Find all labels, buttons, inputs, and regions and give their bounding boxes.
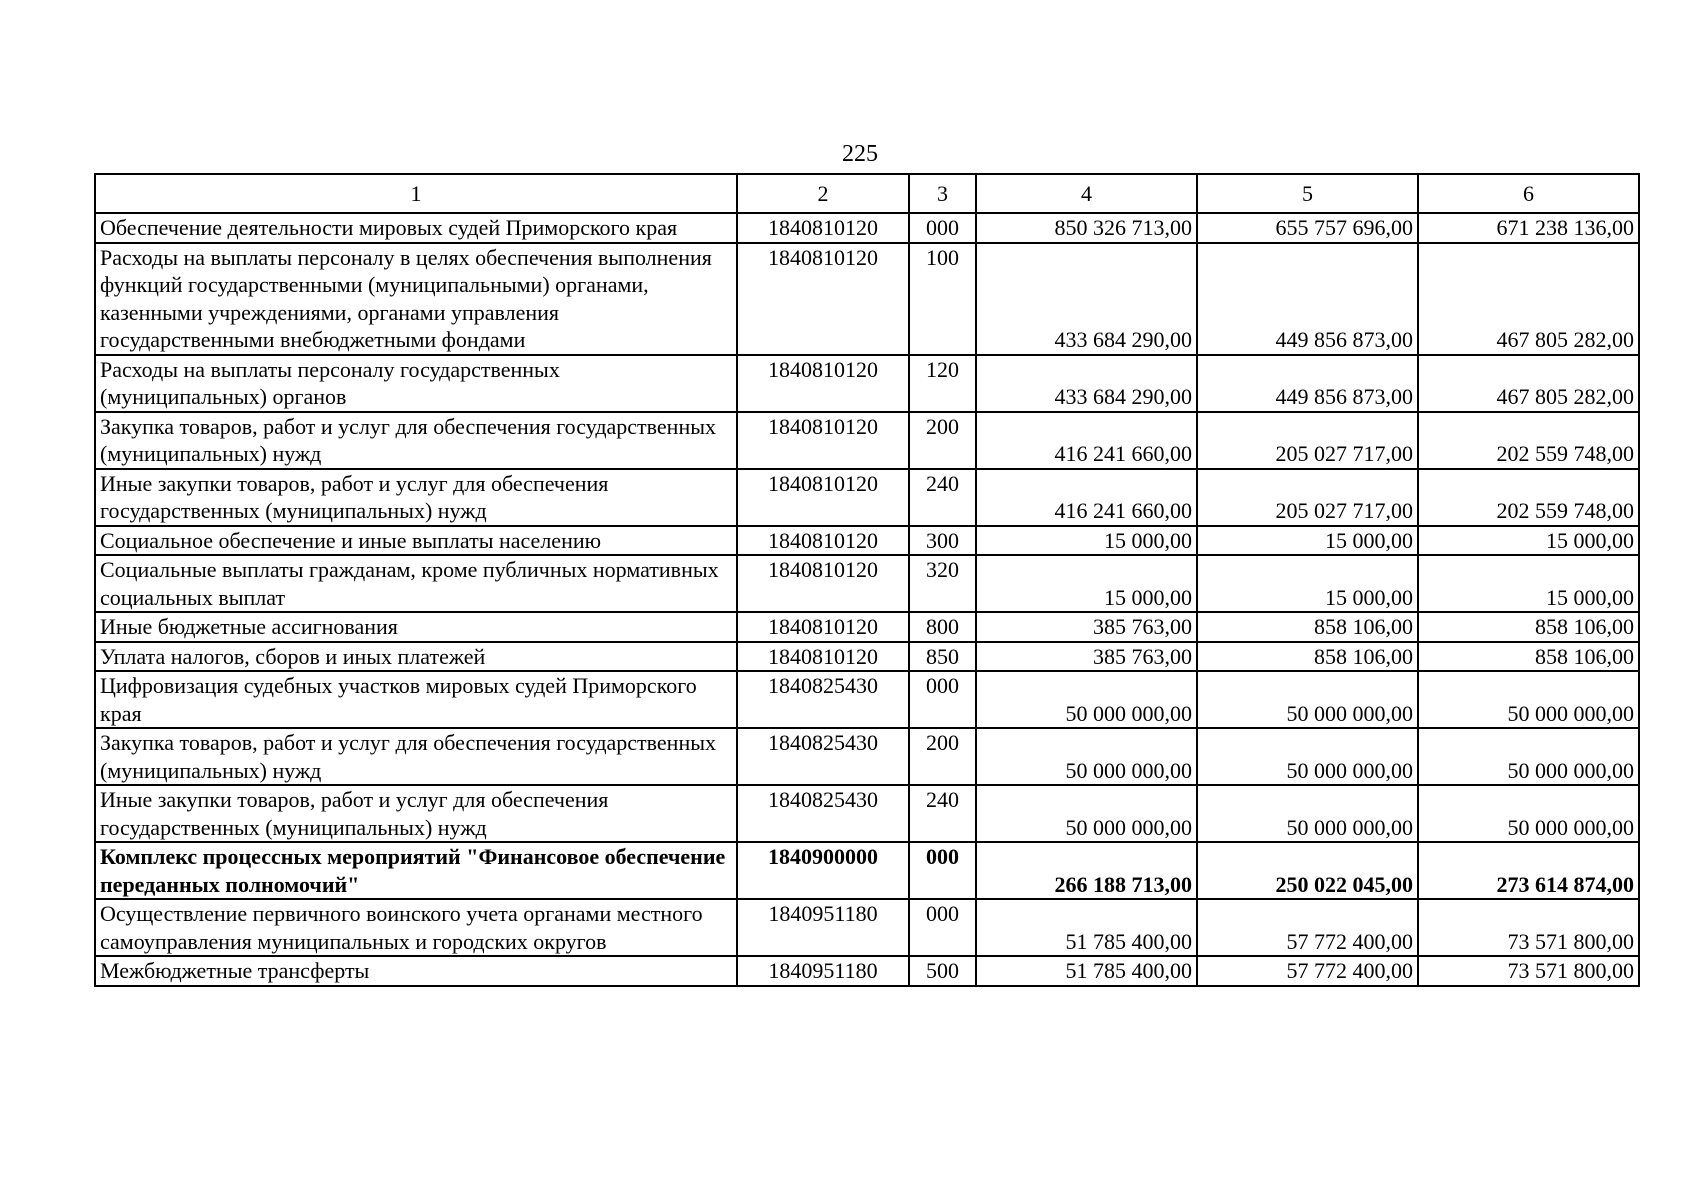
amount-year-2-cell: 15 000,00 <box>1197 555 1418 612</box>
amount-year-2-cell: 57 772 400,00 <box>1197 899 1418 956</box>
amount-year-2-cell: 205 027 717,00 <box>1197 412 1418 469</box>
row-name-cell: Иные закупки товаров, работ и услуг для обеспечения государственных (муниципальных) нужд <box>95 785 737 842</box>
amount-year-1-cell: 850 326 713,00 <box>976 213 1197 243</box>
amount-year-1-cell: 433 684 290,00 <box>976 355 1197 412</box>
expense-type-code-cell: 240 <box>909 469 976 526</box>
row-name-cell: Уплата налогов, сборов и иных платежей <box>95 642 737 672</box>
amount-year-3-cell: 73 571 800,00 <box>1418 899 1639 956</box>
amount-year-1-cell: 51 785 400,00 <box>976 956 1197 986</box>
amount-year-2-cell: 449 856 873,00 <box>1197 243 1418 355</box>
expense-type-code-cell: 000 <box>909 842 976 899</box>
target-article-code-cell: 1840951180 <box>737 899 909 956</box>
table-row <box>95 213 1639 243</box>
column-header-1: 1 <box>95 174 737 213</box>
target-article-code-cell: 1840900000 <box>737 842 909 899</box>
table-row <box>95 555 1639 612</box>
amount-year-2-cell: 655 757 696,00 <box>1197 213 1418 243</box>
expense-type-code-cell: 240 <box>909 785 976 842</box>
expense-type-code-cell: 800 <box>909 612 976 642</box>
expense-type-code-cell: 200 <box>909 412 976 469</box>
row-name-cell: Иные закупки товаров, работ и услуг для обеспечения государственных (муниципальных) нужд <box>95 469 737 526</box>
amount-year-3-cell: 50 000 000,00 <box>1418 728 1639 785</box>
expense-type-code-cell: 320 <box>909 555 976 612</box>
amount-year-2-cell: 50 000 000,00 <box>1197 671 1418 728</box>
table-row <box>95 412 1639 469</box>
amount-year-1-cell: 51 785 400,00 <box>976 899 1197 956</box>
table-row <box>95 785 1639 842</box>
table-row <box>95 469 1639 526</box>
amount-year-1-cell: 266 188 713,00 <box>976 842 1197 899</box>
expense-type-code-cell: 500 <box>909 956 976 986</box>
amount-year-1-cell: 50 000 000,00 <box>976 785 1197 842</box>
amount-year-2-cell: 15 000,00 <box>1197 526 1418 556</box>
target-article-code-cell: 1840810120 <box>737 213 909 243</box>
amount-year-2-cell: 858 106,00 <box>1197 612 1418 642</box>
amount-year-1-cell: 416 241 660,00 <box>976 469 1197 526</box>
amount-year-3-cell: 858 106,00 <box>1418 612 1639 642</box>
amount-year-1-cell: 50 000 000,00 <box>976 728 1197 785</box>
target-article-code-cell: 1840825430 <box>737 671 909 728</box>
column-header-2: 2 <box>737 174 909 213</box>
amount-year-2-cell: 449 856 873,00 <box>1197 355 1418 412</box>
amount-year-1-cell: 385 763,00 <box>976 642 1197 672</box>
row-name-cell: Закупка товаров, работ и услуг для обеспечения государственных (муниципальных) нужд <box>95 412 737 469</box>
target-article-code-cell: 1840825430 <box>737 728 909 785</box>
target-article-code-cell: 1840810120 <box>737 526 909 556</box>
table-row <box>95 526 1639 556</box>
amount-year-3-cell: 671 238 136,00 <box>1418 213 1639 243</box>
table-row <box>95 642 1639 672</box>
amount-year-1-cell: 15 000,00 <box>976 526 1197 556</box>
table-row <box>95 243 1639 355</box>
amount-year-2-cell: 858 106,00 <box>1197 642 1418 672</box>
target-article-code-cell: 1840810120 <box>737 555 909 612</box>
amount-year-3-cell: 467 805 282,00 <box>1418 355 1639 412</box>
amount-year-3-cell: 73 571 800,00 <box>1418 956 1639 986</box>
target-article-code-cell: 1840825430 <box>737 785 909 842</box>
amount-year-3-cell: 467 805 282,00 <box>1418 243 1639 355</box>
amount-year-2-cell: 50 000 000,00 <box>1197 785 1418 842</box>
amount-year-3-cell: 50 000 000,00 <box>1418 671 1639 728</box>
table-header-row <box>95 174 1639 213</box>
row-name-cell: Социальное обеспечение и иные выплаты населению <box>95 526 737 556</box>
amount-year-2-cell: 250 022 045,00 <box>1197 842 1418 899</box>
row-name-cell: Закупка товаров, работ и услуг для обеспечения государственных (муниципальных) нужд <box>95 728 737 785</box>
expense-type-code-cell: 200 <box>909 728 976 785</box>
target-article-code-cell: 1840810120 <box>737 612 909 642</box>
expense-type-code-cell: 850 <box>909 642 976 672</box>
expense-type-code-cell: 300 <box>909 526 976 556</box>
amount-year-2-cell: 57 772 400,00 <box>1197 956 1418 986</box>
amount-year-3-cell: 15 000,00 <box>1418 526 1639 556</box>
column-header-4: 4 <box>976 174 1197 213</box>
target-article-code-cell: 1840810120 <box>737 642 909 672</box>
row-name-cell: Иные бюджетные ассигнования <box>95 612 737 642</box>
table-row <box>95 355 1639 412</box>
expense-type-code-cell: 000 <box>909 899 976 956</box>
expense-type-code-cell: 000 <box>909 213 976 243</box>
page-number: 225 <box>842 141 878 167</box>
column-header-5: 5 <box>1197 174 1418 213</box>
target-article-code-cell: 1840810120 <box>737 412 909 469</box>
expense-type-code-cell: 100 <box>909 243 976 355</box>
table-row <box>95 956 1639 986</box>
amount-year-2-cell: 205 027 717,00 <box>1197 469 1418 526</box>
row-name-cell: Обеспечение деятельности мировых судей Приморского края <box>95 213 737 243</box>
row-name-cell: Осуществление первичного воинского учета органами местного самоуправления муниципальных и городских округов <box>95 899 737 956</box>
amount-year-1-cell: 433 684 290,00 <box>976 243 1197 355</box>
budget-table <box>94 173 1640 987</box>
row-name-cell: Межбюджетные трансферты <box>95 956 737 986</box>
amount-year-3-cell: 273 614 874,00 <box>1418 842 1639 899</box>
expense-type-code-cell: 000 <box>909 671 976 728</box>
table-row <box>95 728 1639 785</box>
table-row <box>95 612 1639 642</box>
row-name-cell: Расходы на выплаты персоналу в целях обеспечения выполнения функций государственными (муниципальными) органами, казенными учреждениями, органами управления государственными внебюджетными фондами <box>95 243 737 355</box>
row-name-cell: Комплекс процессных мероприятий "Финансовое обеспечение переданных полномочий" <box>95 842 737 899</box>
expense-type-code-cell: 120 <box>909 355 976 412</box>
amount-year-3-cell: 50 000 000,00 <box>1418 785 1639 842</box>
row-name-cell: Социальные выплаты гражданам, кроме публичных нормативных социальных выплат <box>95 555 737 612</box>
table-row <box>95 899 1639 956</box>
amount-year-3-cell: 858 106,00 <box>1418 642 1639 672</box>
amount-year-3-cell: 202 559 748,00 <box>1418 412 1639 469</box>
amount-year-1-cell: 416 241 660,00 <box>976 412 1197 469</box>
row-name-cell: Цифровизация судебных участков мировых судей Приморского края <box>95 671 737 728</box>
amount-year-2-cell: 50 000 000,00 <box>1197 728 1418 785</box>
column-header-6: 6 <box>1418 174 1639 213</box>
target-article-code-cell: 1840810120 <box>737 469 909 526</box>
column-header-3: 3 <box>909 174 976 213</box>
amount-year-1-cell: 15 000,00 <box>976 555 1197 612</box>
target-article-code-cell: 1840810120 <box>737 355 909 412</box>
amount-year-3-cell: 202 559 748,00 <box>1418 469 1639 526</box>
amount-year-1-cell: 50 000 000,00 <box>976 671 1197 728</box>
target-article-code-cell: 1840810120 <box>737 243 909 355</box>
amount-year-3-cell: 15 000,00 <box>1418 555 1639 612</box>
row-name-cell: Расходы на выплаты персоналу государственных (муниципальных) органов <box>95 355 737 412</box>
target-article-code-cell: 1840951180 <box>737 956 909 986</box>
amount-year-1-cell: 385 763,00 <box>976 612 1197 642</box>
table-row <box>95 671 1639 728</box>
table-row <box>95 842 1639 899</box>
